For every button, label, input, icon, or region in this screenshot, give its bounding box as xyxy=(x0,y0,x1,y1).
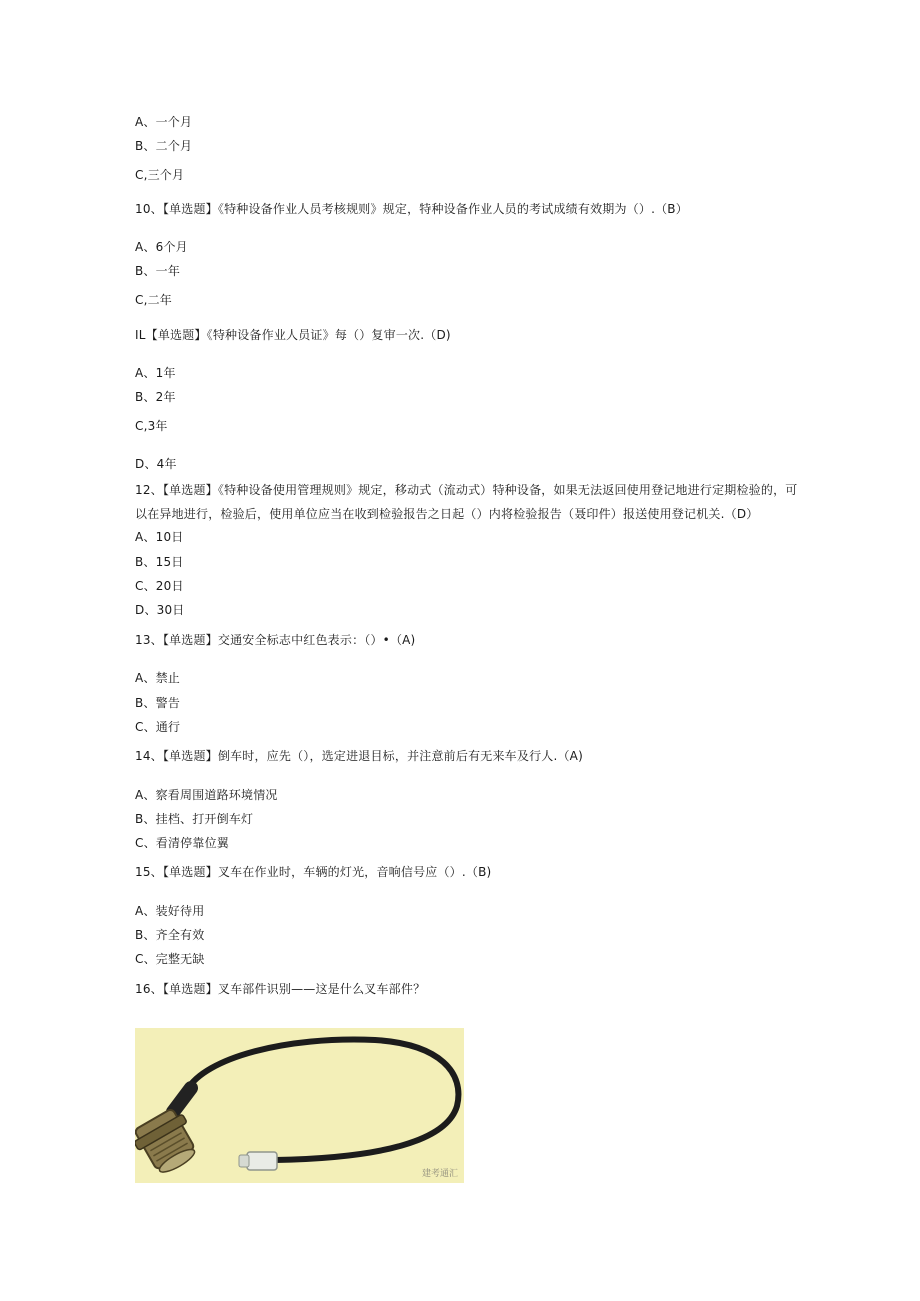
q15-stem: 15、【单选题】叉车在作业时，车辆的灯光，音响信号应（）.（B) xyxy=(135,865,492,879)
q11-stem: IL【单选题】《特种设备作业人员证》每（）复审一次.（D) xyxy=(135,328,451,342)
q9-option-b: B、二个月 xyxy=(135,139,193,153)
q14-stem: 14、【单选题】倒车时，应先（），选定进退目标，并注意前后有无来车及行人.（A) xyxy=(135,749,583,763)
q13-option-a: A、禁止 xyxy=(135,671,181,685)
q15-option-c: C、完整无缺 xyxy=(135,952,205,966)
q12-option-c: C、20日 xyxy=(135,579,184,593)
q14-option-b: B、挂档、打开倒车灯 xyxy=(135,812,254,826)
q10-stem: 10、【单选题】《特种设备作业人员考核规则》规定，特种设备作业人员的考试成绩有效期为（）.（B） xyxy=(135,202,688,216)
q12-option-a: A、10日 xyxy=(135,530,184,544)
q12-stem-line1: 12、【单选题】《特种设备使用管理规则》规定，移动式（流动式）特种设备，如果无法返回使用登记地进行定期检验的，可 xyxy=(135,483,798,497)
q14-option-a: A、察看周围道路环境情况 xyxy=(135,788,278,802)
q10-option-a: A、6个月 xyxy=(135,240,188,254)
q13-stem: 13、【单选题】交通安全标志中红色表示：（）•（A) xyxy=(135,633,416,647)
q16-stem: 16、【单选题】叉车部件识别——这是什么叉车部件？ xyxy=(135,982,426,996)
image-watermark: 建考通汇 xyxy=(421,1169,458,1179)
q11-option-b: B、2年 xyxy=(135,390,176,404)
q14-option-c: C、看清停靠位翼 xyxy=(135,836,229,850)
q10-option-b: B、一年 xyxy=(135,264,181,278)
q12-option-d: D、30日 xyxy=(135,603,185,617)
q13-option-c: C、通行 xyxy=(135,720,181,734)
q10-option-c: C,二年 xyxy=(135,293,172,307)
q12-option-b: B、15日 xyxy=(135,555,184,569)
q13-option-b: B、警告 xyxy=(135,696,181,710)
forklift-sensor-image xyxy=(135,1028,464,1183)
q11-option-a: A、1年 xyxy=(135,366,176,380)
q9-option-c: C,三个月 xyxy=(135,168,185,182)
q12-stem-line2: 以在异地进行，检验后，使用单位应当在收到检验报告之日起（）内将检验报告（聂印件）报送使用登记机关.（D） xyxy=(135,507,759,521)
q15-option-a: A、装好待用 xyxy=(135,904,205,918)
q15-option-b: B、齐全有效 xyxy=(135,928,205,942)
q9-option-a: A、一个月 xyxy=(135,115,193,129)
q11-option-c: C,3年 xyxy=(135,419,168,433)
sensor-cable-illustration xyxy=(135,1028,464,1183)
q11-option-d: D、4年 xyxy=(135,457,177,471)
